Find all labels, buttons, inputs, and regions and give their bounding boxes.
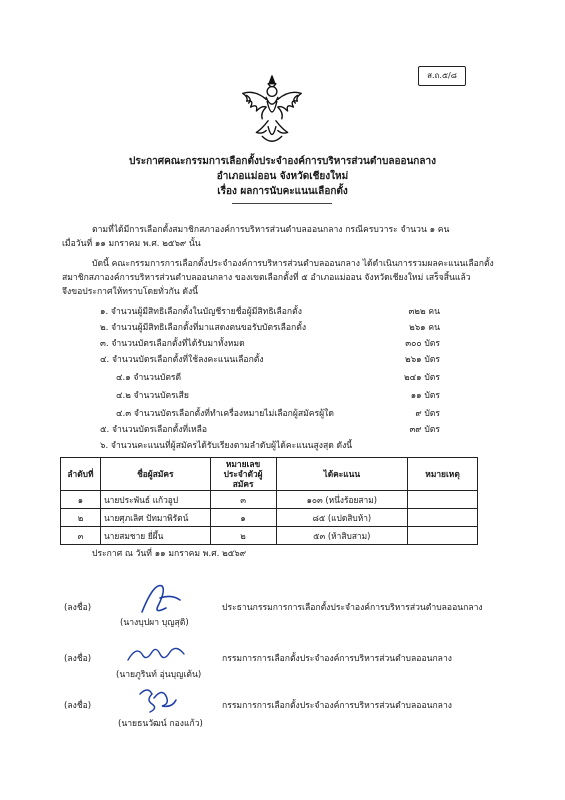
cell-votes: ๘๕ (แปดสิบห้า) xyxy=(276,509,408,527)
paragraph-1-line-2: เมื่อวันที่ ๑๑ มกราคม พ.ศ. ๒๕๖๙ นั้น xyxy=(62,239,201,249)
item-2-label: ๒. จำนวนผู้มีสิทธิเลือกตั้งที่มาแสดงตนขอรับบัตรเลือกตั้ง xyxy=(100,323,307,333)
item-4-2-label: ๔.๒ จำนวนบัตรเสีย xyxy=(116,391,189,401)
cell-name: นายประพันธ์ แก้วอูป xyxy=(100,491,210,509)
signature-3-name: (นายธนวัฒน์ กองแก้ว) xyxy=(118,719,203,729)
cell-name: นายศุภเลิศ ปัทมาพิรัตน์ xyxy=(100,509,210,527)
item-5-label: ๕. จำนวนบัตรเลือกตั้งที่เหลือ xyxy=(100,425,208,435)
cell-number: ๑ xyxy=(210,509,276,527)
item-4-value: ๒๖๑ บัตร xyxy=(405,355,440,365)
item-2-value: ๒๖๑ คน xyxy=(409,323,440,333)
item-6-label: ๖. จำนวนคะแนนที่ผู้สมัครได้รับเรียงตามลำดับผู้ได้คะแนนสูงสุด ดังนี้ xyxy=(100,441,353,451)
item-4-2-value: ๑๑ บัตร xyxy=(410,391,440,401)
header-number xyxy=(210,458,276,491)
item-3-value: ๓๐๐ บัตร xyxy=(405,339,440,349)
signature-2-name: (นายภูรินท์ อุ่นบุญเต้น) xyxy=(116,670,202,680)
item-4-1-value: ๒๔๑ บัตร xyxy=(403,373,440,383)
signature-1-name: (นางบุปผา บุญสุติ) xyxy=(120,618,189,628)
cell-rank: ๒ xyxy=(61,509,101,527)
header-name: ชื่อผู้สมัคร xyxy=(100,458,210,491)
cell-votes: ๕๓ (ห้าสิบสาม) xyxy=(276,527,408,545)
header-votes: ได้คะแนน xyxy=(276,458,408,491)
item-4-3-value: ๙ บัตร xyxy=(415,409,440,419)
header-rank: ลำดับที่ xyxy=(61,458,101,491)
paragraph-2-line-3: จึงขอประกาศให้ทราบโดยทั่วกัน ดังนี้ xyxy=(62,287,199,297)
signature-3-label: (ลงชื่อ) xyxy=(64,701,92,711)
title-subject: เรื่อง ผลการนับคะแนนเลือกตั้ง xyxy=(217,186,348,197)
cell-votes: ๑๐๓ (หนึ่งร้อยสาม) xyxy=(276,491,408,509)
garuda-emblem-icon xyxy=(233,72,311,150)
table-header-row xyxy=(61,458,478,491)
table-row xyxy=(61,491,478,509)
item-4-label: ๔. จำนวนบัตรเลือกตั้งที่ใช้ลงคะแนนเลือกตั้ง xyxy=(100,355,264,365)
table-row xyxy=(61,527,478,545)
item-1-value: ๓๒๒ คน xyxy=(408,307,440,317)
cell-remark xyxy=(408,491,478,509)
signature-3-role: กรรมการการเลือกตั้งประจำองค์การบริหารส่วนตำบลออนกลาง xyxy=(222,701,452,711)
results-table xyxy=(60,457,478,545)
title-divider xyxy=(232,203,332,204)
title-line-2: อำเภอแม่ออน จังหวัดเชียงใหม่ xyxy=(216,171,349,182)
form-code-box: ส.ถ.๕/๘ xyxy=(418,66,466,86)
item-1-label: ๑. จำนวนผู้มีสิทธิเลือกตั้งในบัญชีรายชื่อผู้มีสิทธิเลือกตั้ง xyxy=(100,307,302,317)
header-number-line-2: ประจำตัวผู้สมัคร xyxy=(223,469,263,489)
header-remark: หมายเหตุ xyxy=(408,458,478,491)
signature-2-role: กรรมการการเลือกตั้งประจำองค์การบริหารส่วนตำบลออนกลาง xyxy=(222,654,452,664)
item-4-1-label: ๔.๑ จำนวนบัตรดี xyxy=(116,373,182,383)
signature-1-label: (ลงชื่อ) xyxy=(64,603,92,613)
item-5-value: ๓๙ บัตร xyxy=(409,425,440,435)
cell-number: ๓ xyxy=(210,491,276,509)
cell-rank: ๓ xyxy=(61,527,101,545)
cell-rank: ๑ xyxy=(61,491,101,509)
header-number-line-1: หมายเลข xyxy=(225,459,261,469)
announcement-date: ประกาศ ณ วันที่ ๑๑ มกราคม พ.ศ. ๒๕๖๙ xyxy=(92,549,247,559)
item-3-label: ๓. จำนวนบัตรเลือกตั้งที่ได้รับมาทั้งหมด xyxy=(100,339,245,349)
paragraph-1-line-1: ตามที่ได้มีการเลือกตั้งสมาชิกสภาองค์การบริหารส่วนตำบลออนกลาง กรณีครบวาระ จำนวน ๑ คน xyxy=(92,225,450,235)
table-row xyxy=(61,509,478,527)
signature-1-mark-icon xyxy=(136,578,186,620)
signature-3-mark-icon xyxy=(132,684,182,718)
paragraph-2-line-2: สมาชิกสภาองค์การบริหารส่วนตำบลออนกลาง ของเขตเลือกตั้งที่ ๕ อำเภอแม่ออน จังหวัดเชียงใหม่ เสร็จสิ้นแล้ว xyxy=(62,273,471,283)
paragraph-2-line-1: บัดนี้ คณะกรรมการการเลือกตั้งประจำองค์การบริหารส่วนตำบลออนกลาง ได้ดำเนินการรวมผลคะแนนเลือกตั้ง xyxy=(92,259,494,269)
signature-2-mark-icon xyxy=(124,640,194,668)
title-line-1: ประกาศคณะกรรมการเลือกตั้งประจำองค์การบริหารส่วนตำบลออนกลาง xyxy=(128,156,436,167)
item-4-3-label: ๔.๓ จำนวนบัตรเลือกตั้งที่ทำเครื่องหมายไม่เลือกผู้สมัครผู้ใด xyxy=(116,409,334,419)
cell-name: นายสมชาย ยี่ผึ้น xyxy=(100,527,210,545)
cell-remark xyxy=(408,509,478,527)
signature-1-role: ประธานกรรมการการเลือกตั้งประจำองค์การบริหารส่วนตำบลออนกลาง xyxy=(222,603,483,613)
cell-number: ๒ xyxy=(210,527,276,545)
cell-remark xyxy=(408,527,478,545)
signature-2-label: (ลงชื่อ) xyxy=(64,654,92,664)
